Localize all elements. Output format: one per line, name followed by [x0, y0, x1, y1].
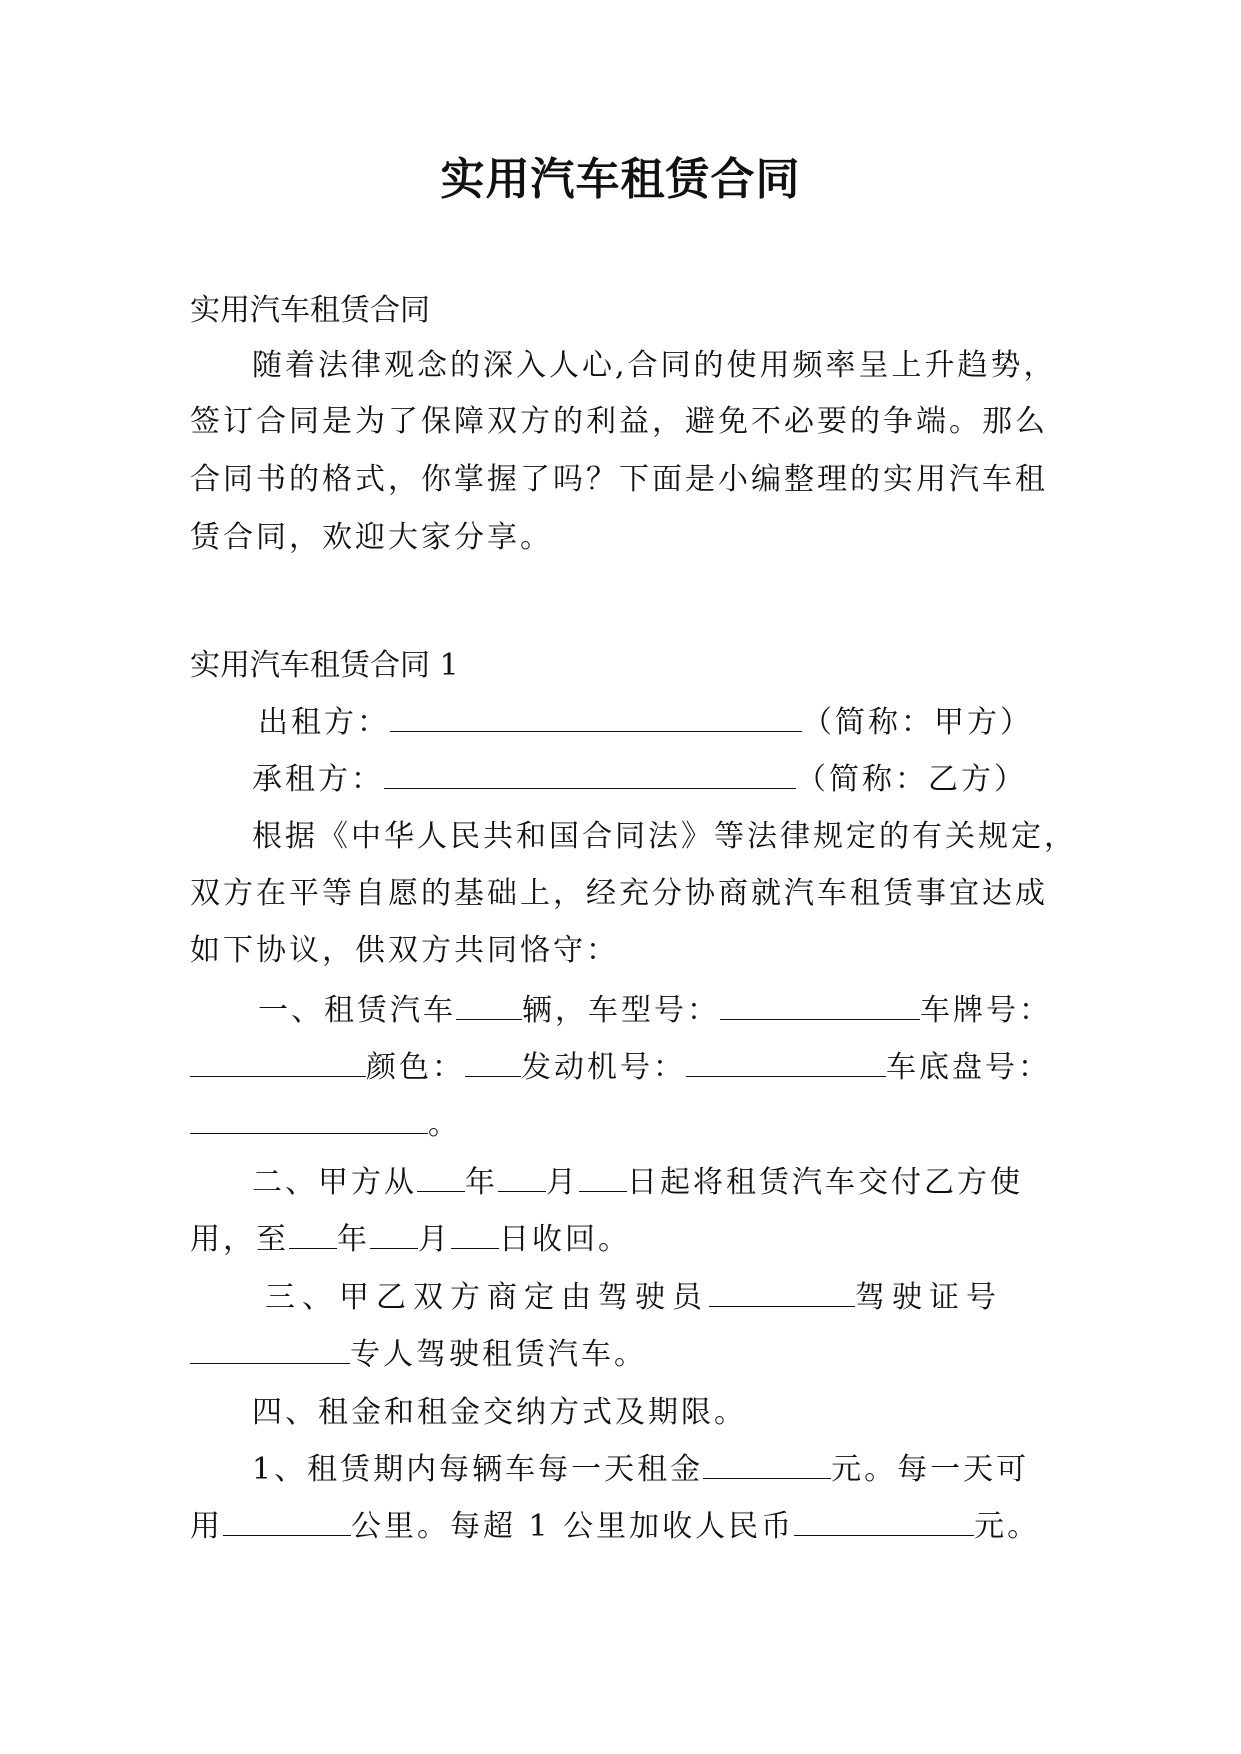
clause2-text-e: 用，至: [190, 1222, 289, 1257]
lessee-suffix: （简称：乙方）: [796, 762, 1027, 797]
clause4-1-text-b: 元。每一天可: [831, 1452, 1030, 1487]
daily-km-blank: [223, 1507, 351, 1536]
basis-line-2: 双方在平等自愿的基础上，经充分协商就汽车租赁事宜达成: [190, 876, 1048, 911]
clause1-text-b: 辆，车型号：: [522, 993, 720, 1028]
end-day-blank: [451, 1220, 499, 1249]
clause4-1-text-e: 元。: [974, 1509, 1041, 1544]
clause2-line-1: [252, 1163, 1023, 1203]
end-year-blank: [289, 1220, 337, 1249]
plate-blank: [190, 1048, 366, 1077]
clause2-line-2: [190, 1220, 631, 1260]
clause2-text-a: 二、甲方从: [252, 1165, 417, 1200]
document-subtitle: 实用汽车租赁合同: [190, 293, 430, 328]
lessor-label: 出租方：: [258, 705, 390, 740]
overage-fee-blank: [794, 1507, 974, 1536]
lessee-label: 承租方：: [252, 762, 384, 797]
clause4-1-text-d: 公里。每超 1 公里加收人民币: [351, 1509, 795, 1544]
clause4-1-line-1: [252, 1450, 1029, 1490]
clause2-text-h: 日收回。: [499, 1222, 631, 1257]
start-year-blank: [417, 1163, 465, 1192]
clause3-line-2: [190, 1335, 647, 1375]
end-month-blank: [370, 1220, 418, 1249]
clause2-text-g: 月: [418, 1222, 451, 1257]
clause2-text-c: 月: [546, 1165, 579, 1200]
intro-line-3: 合同书的格式，你掌握了吗？下面是小编整理的实用汽车租: [190, 462, 1048, 497]
engine-blank: [686, 1048, 886, 1077]
vehicle-count-blank: [456, 991, 522, 1020]
lessee-blank: [384, 760, 796, 789]
daily-rent-blank: [703, 1450, 831, 1479]
clause4-heading: 四、租金和租金交纳方式及期限。: [252, 1395, 747, 1430]
chassis-blank: [190, 1105, 428, 1134]
model-blank: [720, 991, 920, 1020]
lessee-line: [252, 760, 1027, 800]
clause1-line-1: [258, 991, 1052, 1031]
clause1-text-c: 车牌号：: [920, 993, 1052, 1028]
clause1-line-2: [190, 1048, 1051, 1088]
clause2-text-d: 日起将租赁汽车交付乙方使: [627, 1165, 1023, 1200]
clause4-1-text-c: 用: [190, 1509, 223, 1544]
lessor-line: [258, 703, 1033, 743]
clause3-text-b: 驾驶证号: [855, 1280, 1003, 1315]
intro-line-4: 赁合同，欢迎大家分享。: [190, 520, 553, 555]
clause1-text-e: 发动机号：: [521, 1050, 686, 1085]
driver-blank: [709, 1278, 855, 1307]
clause1-text-a: 一、租赁汽车: [258, 993, 456, 1028]
clause1-text-g: 。: [428, 1107, 461, 1142]
license-blank: [190, 1335, 350, 1364]
basis-line-3: 如下协议，供双方共同恪守：: [190, 933, 619, 968]
basis-line-1: 根据《中华人民共和国合同法》等法律规定的有关规定，: [252, 819, 1077, 854]
clause2-text-b: 年: [465, 1165, 498, 1200]
clause3-text-c: 专人驾驶租赁汽车。: [350, 1337, 647, 1372]
clause3-text-a: 三、甲乙双方商定由驾驶员: [265, 1280, 709, 1315]
clause3-line-1: [265, 1278, 1003, 1318]
intro-line-2: 签订合同是为了保障双方的利益，避免不必要的争端。那么: [190, 404, 1048, 439]
clause1-text-f: 车底盘号：: [886, 1050, 1051, 1085]
intro-line-1: 随着法律观念的深入人心,合同的使用频率呈上升趋势，: [252, 348, 1057, 383]
start-month-blank: [498, 1163, 546, 1192]
lessor-suffix: （简称：甲方）: [802, 705, 1033, 740]
start-day-blank: [579, 1163, 627, 1192]
lessor-blank: [390, 703, 802, 732]
color-blank: [465, 1048, 521, 1077]
section-title: 实用汽车租赁合同 1: [190, 648, 459, 683]
clause4-1-text-a: 1、租赁期内每辆车每一天租金: [252, 1452, 704, 1487]
clause1-text-d: 颜色：: [366, 1050, 465, 1085]
document-title: 实用汽车租赁合同: [440, 154, 801, 205]
clause2-text-f: 年: [337, 1222, 370, 1257]
clause1-line-3: [190, 1105, 461, 1145]
clause4-1-line-2: [190, 1507, 1040, 1547]
